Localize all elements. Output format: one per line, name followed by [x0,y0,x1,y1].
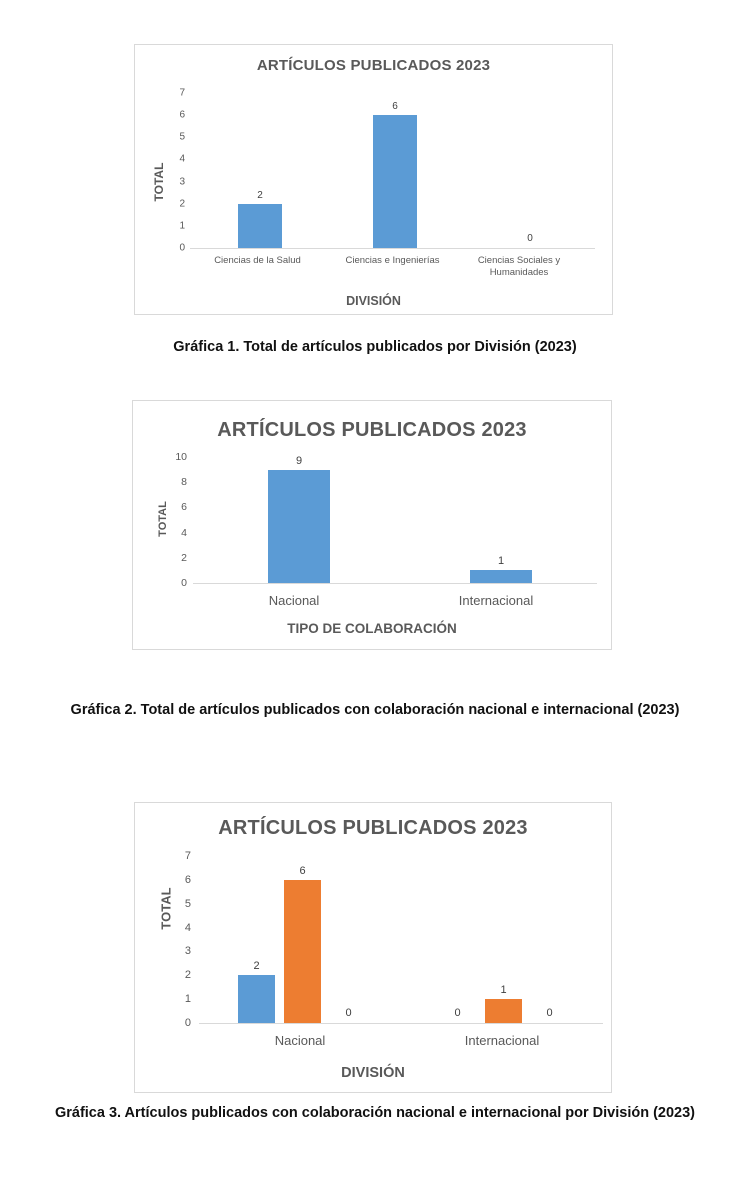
chart-3-title: ARTÍCULOS PUBLICADOS 2023 [218,817,528,839]
chart-3-y-axis-title: TOTAL [158,887,174,930]
chart-1-ytick: 0 [179,242,185,254]
chart-2-y-axis [161,451,187,589]
chart-2-frame [132,400,612,650]
chart-3-category-label: Nacional [274,1033,326,1048]
chart-1-category-label: Ciencias e Ingenierías [345,255,440,266]
chart-3-ytick: 5 [184,897,191,910]
chart-1-ytick: 1 [179,220,185,232]
chart-3-bar-value: 2 [253,960,260,972]
chart-1-ytick: 4 [179,153,185,165]
chart-3-bar-internacional-ingenierias[interactable] [485,999,522,1023]
chart-1-bar-value: 2 [257,190,263,201]
chart-1-category-label: Ciencias de la Salud [214,255,301,266]
chart-3-bar-nacional-salud[interactable] [238,975,275,1023]
chart-1-ytick: 5 [179,131,185,143]
chart-3-bar-nacional-ingenierias[interactable] [284,880,321,1023]
chart-3-ytick: 2 [184,969,191,982]
chart-3-x-axis-line [199,1023,603,1024]
chart-2-bar-value: 1 [497,555,505,567]
chart-1-plot-area [190,93,595,249]
chart-2-bar-nacional[interactable] [268,470,330,583]
chart-3-y-axis [167,850,191,1029]
chart-1-bar-ciencias-e-ingenierias[interactable] [373,115,417,248]
chart-3-frame [134,802,612,1093]
chart-1-x-axis-title: DIVISIÓN [346,294,401,308]
chart-1-y-axis-title: TOTAL [152,162,166,202]
chart-2-category-label: Internacional [458,593,534,608]
figure-3-caption: Gráfica 3. Artículos publicados con colaboración nacional e internacional por División (2023) [54,1105,696,1121]
chart-2-bar-internacional[interactable] [470,570,532,583]
chart-2-ytick: 0 [181,577,187,589]
chart-3-ytick: 4 [184,921,191,934]
figure-2-caption: Gráfica 2. Total de artículos publicados con colaboración nacional e internacional (2023) [70,702,680,718]
chart-3-ytick: 3 [184,945,191,958]
chart-3-ytick: 1 [184,993,191,1006]
chart-3-ytick: 0 [184,1017,191,1029]
chart-2-ytick: 6 [181,501,187,514]
chart-1-title: ARTÍCULOS PUBLICADOS 2023 [256,57,491,74]
chart-2-x-axis-title: TIPO DE COLABORACIÓN [287,621,457,636]
chart-2-x-axis-line [193,583,597,584]
chart-2-ytick: 2 [181,551,187,564]
chart-3-plot-area [199,856,603,1024]
chart-1-ytick: 7 [179,87,185,99]
chart-3-ytick: 7 [184,850,191,862]
chart-2-ytick: 10 [175,451,187,463]
chart-3-category-label: Internacional [464,1033,540,1048]
chart-2-category-label: Nacional [268,593,320,608]
chart-1-y-axis [163,87,185,254]
chart-2-title: ARTÍCULOS PUBLICADOS 2023 [217,419,527,441]
chart-2-ytick: 8 [181,476,187,489]
chart-2-bar-value: 9 [295,455,303,467]
chart-3-bar-value: 1 [500,984,507,996]
chart-3-bar-value: 0 [345,1007,352,1019]
chart-3-x-axis-title: DIVISIÓN [341,1065,405,1081]
chart-1-category-label: Ciencias Sociales y Humanidades [477,255,561,278]
chart-3-bar-value: 0 [454,1007,461,1019]
chart-1-ytick: 3 [179,176,185,188]
chart-3-bar-value: 6 [299,865,306,877]
chart-2-ytick: 4 [181,526,187,539]
chart-1-bar-value: 6 [392,101,398,112]
chart-3-bar-value: 0 [546,1007,553,1019]
figure-1-caption: Gráfica 1. Total de artículos publicados por División (2023) [173,339,577,355]
chart-1-ytick: 6 [179,109,185,121]
chart-1-bar-value: 0 [527,233,533,244]
chart-3-ytick: 6 [184,873,191,886]
chart-1-bar-ciencias-de-la-salud[interactable] [238,204,282,248]
chart-2-plot-area [193,457,597,584]
chart-2-y-axis-title: TOTAL [157,501,169,537]
chart-1-x-axis-line [190,248,595,249]
chart-1-ytick: 2 [179,198,185,210]
chart-1-frame [134,44,613,315]
